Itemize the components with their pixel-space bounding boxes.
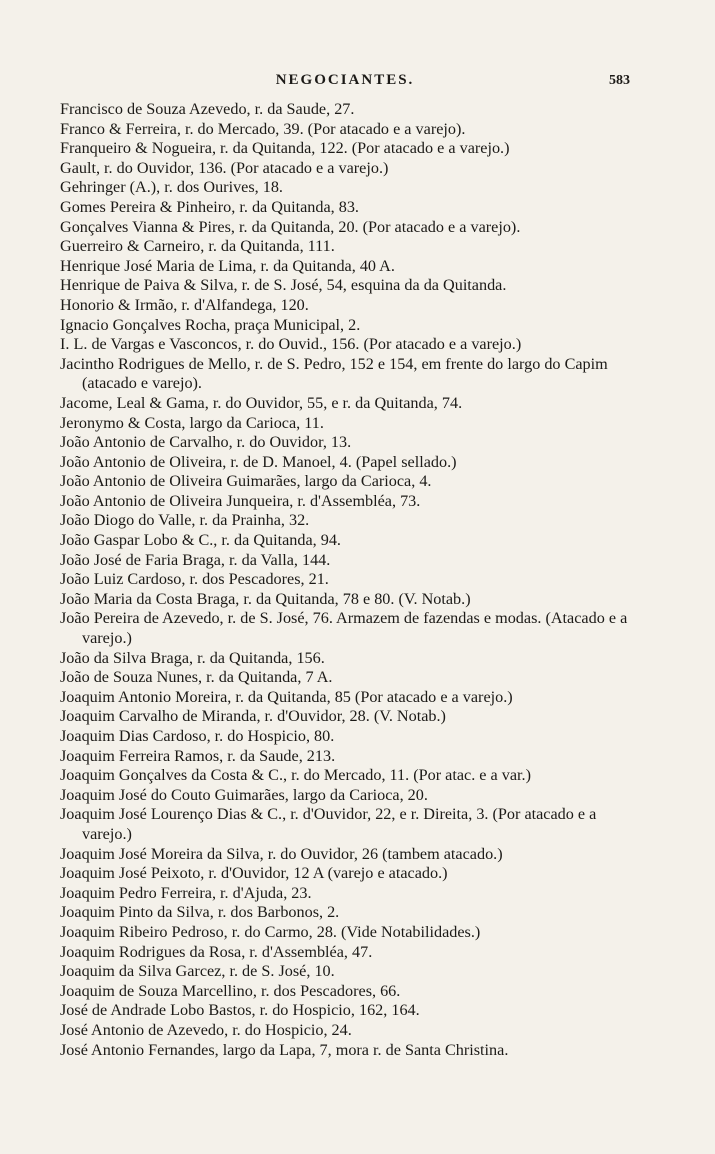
list-item: Francisco de Souza Azevedo, r. da Saude, 27. xyxy=(60,100,355,118)
list-item: Henrique de Paiva & Silva, r. de S. José, 54, esquina da da Quitanda. xyxy=(60,276,507,295)
list-item: José Antonio Fernandes, largo da Lapa, 7, mora r. de Santa Christina. xyxy=(60,1040,509,1059)
list-item: Joaquim Antonio Moreira, r. da Quitanda, 85 (Por atacado e a varejo.) xyxy=(60,687,513,706)
list-item: Gault, r. do Ouvidor, 136. (Por atacado e a varejo.) xyxy=(60,158,389,177)
list-item: Joaquim Rodrigues da Rosa, r. d'Assembléa, 47. xyxy=(60,942,373,961)
list-item: Joaquim Carvalho de Miranda, r. d'Ouvidor, 28. (V. Notab.) xyxy=(60,707,446,726)
list-item: Joaquim Gonçalves da Costa & C., r. do Mercado, 11. (Por atac. e a var.) xyxy=(60,766,531,785)
list-item: Joaquim Ferreira Ramos, r. da Saude, 213. xyxy=(60,746,336,765)
list-item: João da Silva Braga, r. da Quitanda, 156. xyxy=(60,648,325,667)
list-item: Franco & Ferreira, r. do Mercado, 39. (Por atacado e a varejo). xyxy=(60,119,466,138)
list-item: João Gaspar Lobo & C., r. da Quitanda, 94. xyxy=(60,531,341,550)
list-item: João José de Faria Braga, r. da Valla, 144. xyxy=(60,550,331,569)
list-item: Jacome, Leal & Gama, r. do Ouvidor, 55, e r. da Quitanda, 74. xyxy=(60,393,463,412)
list-item: João Antonio de Oliveira Guimarães, largo da Carioca, 4. xyxy=(60,472,432,491)
list-item: I. L. de Vargas e Vasconcos, r. do Ouvid., 156. (Por atacado e a varejo.) xyxy=(60,335,522,354)
list-item: Joaquim da Silva Garcez, r. de S. José, 10. xyxy=(60,962,335,981)
list-item: João Maria da Costa Braga, r. da Quitanda, 78 e 80. (V. Notab.) xyxy=(60,589,471,608)
list-item: Joaquim José Moreira da Silva, r. do Ouvidor, 26 (tambem atacado.) xyxy=(60,844,503,863)
list-item: Joaquim José Peixoto, r. d'Ouvidor, 12 A (varejo e atacado.) xyxy=(60,864,448,883)
list-item: João Antonio de Oliveira, r. de D. Manoel, 4. (Papel sellado.) xyxy=(60,452,457,471)
list-item: Joaquim Pedro Ferreira, r. d'Ajuda, 23. xyxy=(60,883,312,902)
list-item: José Antonio de Azevedo, r. do Hospicio, 24. xyxy=(60,1020,352,1039)
list-item: João Antonio de Carvalho, r. do Ouvidor, 13. xyxy=(60,433,352,452)
list-item: João de Souza Nunes, r. da Quitanda, 7 A. xyxy=(60,668,333,687)
list-item: Joaquim de Souza Marcellino, r. dos Pescadores, 66. xyxy=(60,981,401,1000)
list-item: Joaquim José do Couto Guimarães, largo da Carioca, 20. xyxy=(60,785,428,804)
list-item: José de Andrade Lobo Bastos, r. do Hospicio, 162, 164. xyxy=(60,1001,420,1020)
list-item: Joaquim José Lourenço Dias & C., r. d'Ouvidor, 22, e r. Direita, 3. (Por atacado e a varejo.) xyxy=(60,805,597,843)
page-number: 583 xyxy=(609,73,630,88)
list-item: Joaquim Pinto da Silva, r. dos Barbonos, 2. xyxy=(60,903,340,922)
list-item: João Pereira de Azevedo, r. de S. José, 76. Armazem de fazendas e modas. (Atacado e a varejo.) xyxy=(60,609,628,648)
list-item: João Luiz Cardoso, r. dos Pescadores, 21. xyxy=(60,570,329,589)
list-item: Gehringer (A.), r. dos Ourives, 18. xyxy=(60,178,283,197)
list-item: Franqueiro & Nogueira, r. da Quitanda, 122. (Por atacado e a varejo.) xyxy=(60,139,510,158)
list-item: Guerreiro & Carneiro, r. da Quitanda, 111. xyxy=(60,237,335,256)
list-item: Jacintho Rodrigues de Mello, r. de S. Pedro, 152 e 154, em frente do largo do Capim (atacado e varejo). xyxy=(60,354,608,393)
list-item: Gonçalves Vianna & Pires, r. da Quitanda, 20. (Por atacado e a varejo). xyxy=(60,217,521,236)
list-item: Honorio & Irmão, r. d'Alfandega, 120. xyxy=(60,295,309,314)
list-item: Joaquim Dias Cardoso, r. do Hospicio, 80. xyxy=(60,727,335,745)
list-item: Jeronymo & Costa, largo da Carioca, 11. xyxy=(60,413,324,432)
list-item: Henrique José Maria de Lima, r. da Quitanda, 40 A. xyxy=(60,256,395,275)
list-item: João Diogo do Valle, r. da Prainha, 32. xyxy=(60,511,310,530)
list-item: Ignacio Gonçalves Rocha, praça Municipal, 2. xyxy=(60,315,361,334)
running-head: NEGOCIANTES. xyxy=(275,72,415,88)
list-item: Gomes Pereira & Pinheiro, r. da Quitanda, 83. xyxy=(60,197,359,216)
merchant-list xyxy=(60,100,632,1060)
list-item: Joaquim Ribeiro Pedroso, r. do Carmo, 28. (Vide Notabilidades.) xyxy=(60,922,481,941)
list-item: João Antonio de Oliveira Junqueira, r. d'Assembléa, 73. xyxy=(60,491,421,510)
page-header xyxy=(60,72,630,96)
